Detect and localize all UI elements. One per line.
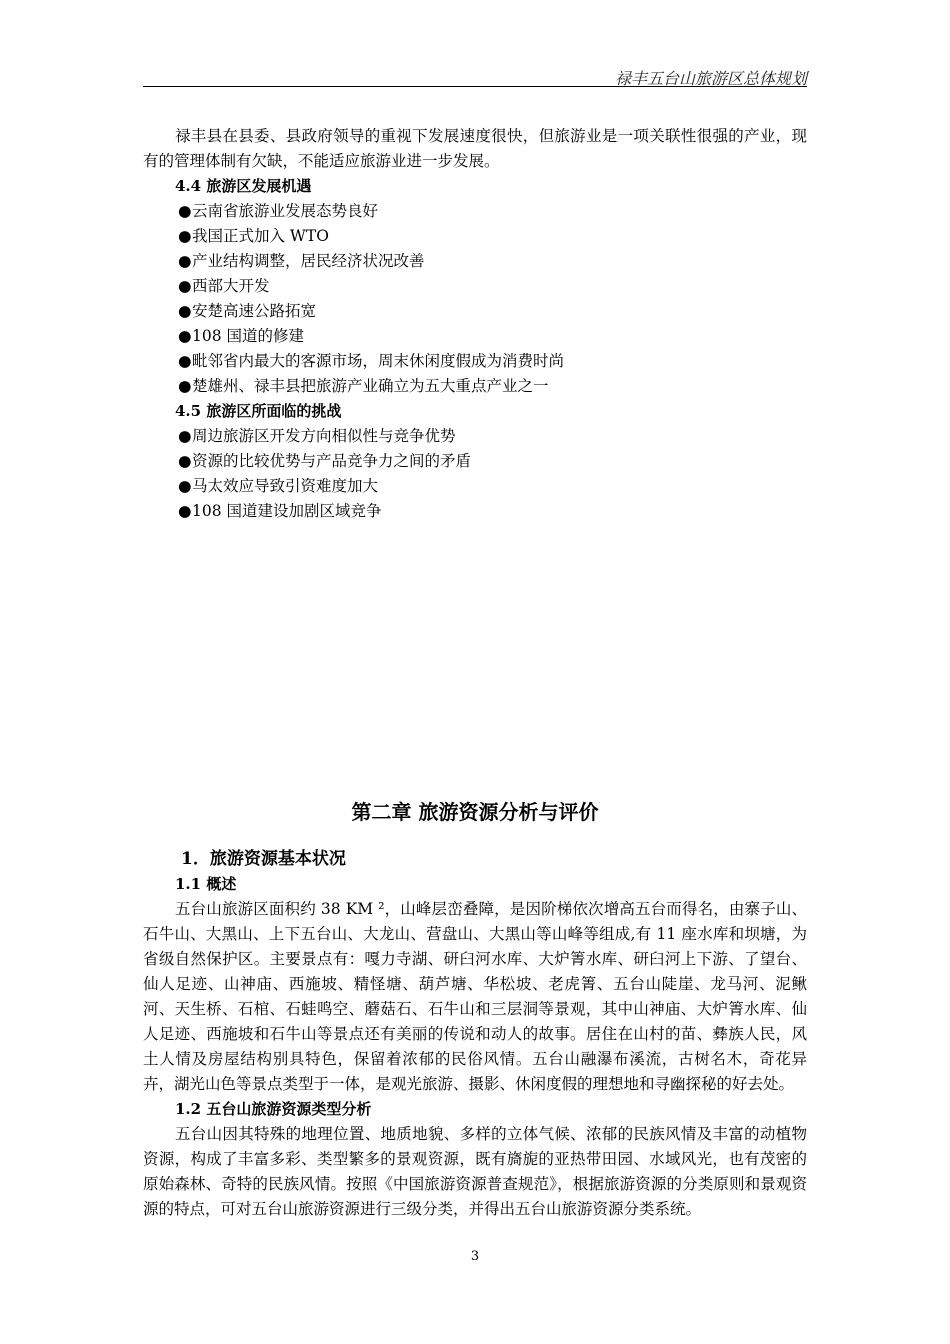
list-item: ●我国正式加入 WTO <box>143 224 807 249</box>
list-item: ●西部大开发 <box>143 274 807 299</box>
section-1-1-heading: 1.1 概述 <box>175 875 237 893</box>
section-4-4-heading: 4.4 旅游区发展机遇 <box>175 177 312 195</box>
list-item: ●资源的比较优势与产品竞争力之间的矛盾 <box>143 449 807 474</box>
bullet-icon: ● <box>178 327 192 345</box>
bullet-icon: ● <box>178 352 192 370</box>
list-item: ●马太效应导致引资难度加大 <box>143 474 807 499</box>
list-item: ●毗邻省内最大的客源市场，周末休闲度假成为消费时尚 <box>143 349 807 374</box>
bullet-icon: ● <box>178 302 192 320</box>
list-item: ●安楚高速公路拓宽 <box>143 299 807 324</box>
bullet-icon: ● <box>178 427 192 445</box>
bullet-icon: ● <box>178 202 192 220</box>
list-item: ●108 国道的修建 <box>143 324 807 349</box>
page-number: 3 <box>470 1249 480 1264</box>
section-1-2-heading: 1.2 五台山旅游资源类型分析 <box>175 1100 372 1118</box>
bullet-icon: ● <box>178 277 192 295</box>
section-4-4-list <box>143 199 807 399</box>
list-item: ●周边旅游区开发方向相似性与竞争优势 <box>143 424 807 449</box>
list-item: ●产业结构调整，居民经济状况改善 <box>143 249 807 274</box>
bullet-icon: ● <box>178 252 192 270</box>
section-4-5-heading: 4.5 旅游区所面临的挑战 <box>175 402 342 420</box>
lower-content <box>143 846 807 1222</box>
header-rule <box>143 86 807 87</box>
section-1-1-paragraph: 五台山旅游区面积约 38 KM ²，山峰层峦叠障，是因阶梯依次增高五台而得名，由寨子山、石牛山、大黑山、上下五台山、大龙山、营盘山、大黑山等山峰等组成,有 11 座水库和坝塘，为省级自然保护区。主要景点有：嘎力寺湖、研臼河水库、大炉箐水库、研臼河上下游、了望台、仙人足迹、山神庙、西施坡、精怪塘、葫芦塘、华松坡、老虎箐、五台山陡崖、龙马河、泥鳅河、天生桥、石棺、石蛙鸣空、蘑菇石、石牛山和三层洞等景观，其中山神庙、大炉箐水库、仙人足迹、西施坡和石牛山等景点还有美丽的传说和动人的故事。居住在山村的苗、彝族人民，风土人情及房屋结构别具特色，保留着浓郁的民俗风情。五台山融瀑布溪流，古树名木，奇花异卉，湖光山色等景点类型于一体，是观光旅游、摄影、休闲度假的理想地和寻幽探秘的好去处。 <box>143 900 807 1093</box>
bullet-icon: ● <box>178 377 192 395</box>
chapter-title: 第二章 旅游资源分析与评价 <box>351 800 599 824</box>
intro-paragraph: 禄丰县在县委、县政府领导的重视下发展速度很快，但旅游业是一项关联性很强的产业，现有的管理体制有欠缺，不能适应旅游业进一步发展。 <box>143 127 807 170</box>
bullet-icon: ● <box>178 477 192 495</box>
bullet-icon: ● <box>178 502 192 520</box>
upper-content <box>143 124 807 524</box>
running-header-title: 禄丰五台山旅游区总体规划 <box>614 69 807 88</box>
bullet-icon: ● <box>178 227 192 245</box>
section-1-2-paragraph: 五台山因其特殊的地理位置、地质地貌、多样的立体气候、浓郁的民族风情及丰富的动植物资源，构成了丰富多彩、类型繁多的景观资源，既有旖旎的亚热带田园、水域风光，也有茂密的原始森林、奇特的民族风情。按照《中国旅游资源普查规范》，根据旅游资源的分类原则和景观资源的特点，可对五台山旅游资源进行三级分类，并得出五台山旅游资源分类系统。 <box>143 1125 807 1218</box>
section-1-heading: 1．旅游资源基本状况 <box>181 849 346 869</box>
list-item: ●楚雄州、禄丰县把旅游产业确立为五大重点产业之一 <box>143 374 807 399</box>
bullet-icon: ● <box>178 452 192 470</box>
list-item: ●云南省旅游业发展态势良好 <box>143 199 807 224</box>
list-item: ●108 国道建设加剧区域竞争 <box>143 499 807 524</box>
section-4-5-list <box>143 424 807 524</box>
